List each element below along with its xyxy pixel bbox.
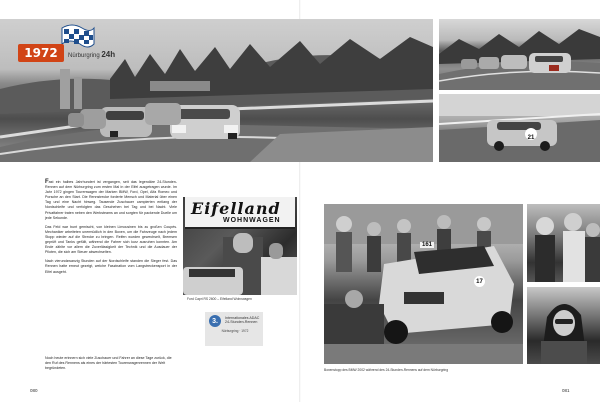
top-right-scenery: [439, 19, 600, 90]
pit-stop-scene: [324, 204, 523, 364]
photo-track-top-right: [439, 19, 600, 90]
infobox-title: Internationales ADAC 24-Stunden-Rennen: [225, 316, 260, 325]
article-paragraph-1: [45, 180, 177, 221]
event-infobox: [205, 312, 263, 346]
caption-eifelland: Ford Capri RS 2600 – Eifelland Wohnwagen: [187, 297, 252, 301]
car-number-21: 21: [527, 135, 535, 141]
photo-eifelland-garage: [183, 197, 297, 295]
year-badge: 1972: [18, 44, 64, 62]
paragraph-1-text: ast ein halbes Jahrhundert ist vergangen, seit das legendäre 24-Stunden-Rennen auf dem Nürburgring zum ersten Mal in der Eifel ausgetragen wurde. Im Jahr 1972 gingen Tourenwagen der Marken BMW, Ford, Opel, Alfa Romeo und Porsche an den Start. Die Rennstrecke forderte Mensch und Material über einen Tag und eine Nacht hinweg. Tausende Zuschauer campierten entlang der Nordschleife und verfolgten das Geschehen bei Tag und bei Nacht. Viele Privatfahrer traten neben den Werksteams an und sorgten für packende Duelle um jede Sekunde.: [45, 180, 177, 220]
photo-spectators: [527, 204, 600, 282]
article-body-end: Noch heute erinnern sich viele Zuschauer und Fahrer an diese Tage zurück, die den Ruf des Rennens als eines der härtesten Tourenwagenrennen der Welt begründeten.: [45, 356, 172, 371]
article-body: [45, 180, 177, 275]
infobox-number: 3.: [209, 315, 221, 327]
sign-wohnwagen: WOHNWAGEN: [223, 217, 281, 224]
sign-eifelland: Eifelland: [191, 199, 281, 218]
car-number-161: 161: [422, 242, 433, 248]
caption-pit-stop: Boxenstopp des BMW 2002 während des 24-Stunden-Rennens auf dem Nürburgring: [324, 368, 449, 372]
page-number-right: 081: [562, 388, 570, 393]
car-number-17: 17: [474, 276, 485, 287]
article-paragraph-2: Das Feld war bunt gemischt, von kleinen Limousinen bis zu großen Coupés. Mechaniker arbeiteten unermüdlich in den Boxen, um die Fahrzeuge nach jedem Stopp wieder auf die Strecke zu bringen. Reifen wurden gewechselt, Bremsen geprüft und Tanks gefüllt, während die Fahrer sich kurz ausruhen konnten. Am Ende zählte vor allem die Zuverlässigkeit der Technik und die Ausdauer der Piloten, die sich am Steuer abwechselten.: [45, 224, 177, 255]
drop-cap: F: [45, 179, 49, 185]
infobox-details: Nürburgring · 1972: [221, 329, 249, 333]
subtitle-prefix: Nürburgring: [68, 53, 100, 59]
car-21-scene: [439, 94, 600, 162]
photo-pit-stop: [324, 204, 523, 364]
subtitle-race: 24h: [101, 50, 116, 59]
article-paragraph-3: Nach vierundzwanzig Stunden auf der Nordschleife standen die Sieger fest. Das Rennen hatte erneut gezeigt, welche Faszination vom Langstreckensport in der Eifel ausgeht.: [45, 259, 177, 274]
photo-woman-portrait: [527, 287, 600, 364]
portrait-scene: [527, 287, 600, 364]
spectators-scene: [527, 204, 600, 282]
race-subtitle: [68, 50, 115, 59]
photo-car-21: [439, 94, 600, 162]
page-number-left: 080: [30, 388, 38, 393]
